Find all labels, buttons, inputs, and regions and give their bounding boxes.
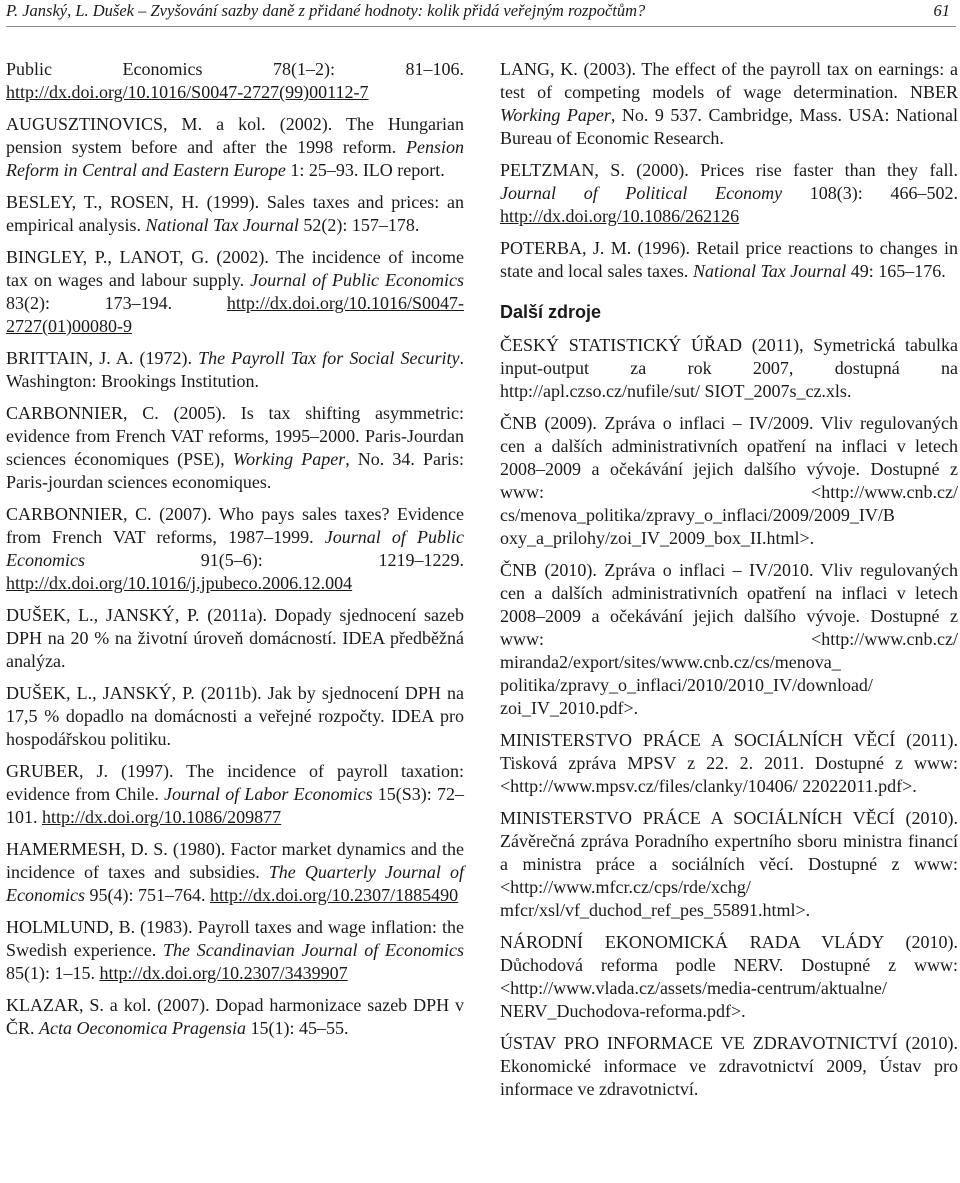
- journal-title: Journal of Labor Economics: [164, 784, 373, 804]
- running-header: [6, 0, 956, 27]
- reference-text: PELTZMAN, S. (2000). Prices rise faster than they fall.: [500, 160, 958, 180]
- reference-text: 49: 165–176.: [846, 261, 946, 281]
- reference-entry: [500, 237, 958, 283]
- reference-text: BINGLEY, P., LANOT, G. (2002). The incidence of income tax on wages and labour supply.: [6, 247, 464, 290]
- reference-entry: [500, 931, 958, 1023]
- reference-text: , No. 34. Paris: Paris-jourdan sciences economiques.: [6, 449, 465, 492]
- reference-text: ČNB (2009). Zpráva o inflaci – IV/2009. Vliv regulovaných cen a dalších administrativních opatření na inflaci v letech 2008–2009 a očekávání jejich dalšího vývoje. Dostupné z www: <http://www.cnb.cz/ cs/menova_politika/zpravy_o_inflaci/2009/2009_IV/B oxy_a_prilohy/zoi_IV_2009_box_II.html>.: [500, 413, 958, 548]
- reference-text: Public Economics 78(1–2): 81–106.: [6, 59, 464, 79]
- reference-entry: [6, 347, 464, 393]
- reference-entry: [500, 412, 958, 550]
- reference-text: 108(3): 466–502.: [782, 183, 958, 203]
- reference-text: ÚSTAV PRO INFORMACE VE ZDRAVOTNICTVÍ (2010). Ekonomické informace ve zdravotnictví 2009, Ústav pro informace ve zdravotnictví.: [500, 1033, 958, 1099]
- journal-title: Pension Reform in Central and Eastern Europe: [6, 137, 464, 180]
- reference-entry: [500, 58, 958, 150]
- reference-entry: [6, 402, 464, 494]
- doi-link[interactable]: http://dx.doi.org/10.2307/3439907: [99, 963, 348, 983]
- reference-text: AUGUSZTINOVICS, M. a kol. (2002). The Hungarian pension system before and after the 1998 reform.: [6, 114, 464, 157]
- reference-text: . Washington: Brookings Institution.: [6, 348, 464, 391]
- reference-text: 15(S3): 72–101.: [6, 784, 464, 827]
- reference-text: BRITTAIN, J. A. (1972).: [6, 348, 199, 368]
- reference-text: LANG, K. (2003). The effect of the payroll tax on earnings: a test of competing models of wage determination. NBER: [500, 59, 958, 102]
- reference-text: 1: 25–93. ILO report.: [285, 160, 445, 180]
- reference-entry: [500, 807, 958, 922]
- doi-link[interactable]: http://dx.doi.org/10.1016/S0047-2727(99)00112-7: [6, 82, 369, 102]
- reference-entry: [500, 559, 958, 720]
- reference-text: 83(2): 173–194.: [6, 293, 227, 313]
- reference-text: GRUBER, J. (1997). The incidence of payroll taxation: evidence from Chile.: [6, 761, 464, 804]
- reference-text: NÁRODNÍ EKONOMICKÁ RADA VLÁDY (2010). Důchodová reforma podle NERV. Dostupné z www: <http://www.vlada.cz/assets/media-centrum/aktualne/ NERV_Duchodova-reforma.pdf>.: [500, 932, 958, 1021]
- reference-text: HOLMLUND, B. (1983). Payroll taxes and wage inflation: the Swedish experience.: [6, 917, 464, 960]
- reference-text: HAMERMESH, D. S. (1980). Factor market dynamics and the incidence of taxes and subsidies.: [6, 839, 464, 882]
- reference-text: 15(1): 45–55.: [245, 1018, 349, 1038]
- section-heading: Další zdroje: [500, 302, 602, 322]
- journal-title: The Scandinavian Journal of Economics: [162, 940, 464, 960]
- journal-title: Journal of Public Economics: [6, 527, 464, 570]
- reference-text: ČESKÝ STATISTICKÝ ÚŘAD (2011), Symetrická tabulka input-output za rok 2007, dostupná na http://apl.czso.cz/nufile/sut/ SIOT_2007s_cz.xls.: [500, 335, 958, 401]
- reference-entry: [6, 682, 464, 751]
- journal-title: Journal of Public Economics: [250, 270, 464, 290]
- reference-text: KLAZAR, S. a kol. (2007). Dopad harmonizace sazeb DPH v ČR.: [6, 995, 464, 1038]
- reference-entry: [6, 503, 464, 595]
- reference-text: 95(4): 751–764.: [84, 885, 210, 905]
- page-number: 61: [933, 1, 950, 20]
- doi-link[interactable]: http://dx.doi.org/10.1016/j.jpubeco.2006.12.004: [6, 573, 353, 593]
- journal-title: The Payroll Tax for Social Security: [198, 348, 460, 368]
- doi-link[interactable]: http://dx.doi.org/10.1016/S0047-2727(01)00080-9: [6, 293, 464, 336]
- doi-link[interactable]: http://dx.doi.org/10.1086/262126: [500, 206, 740, 226]
- reference-entry: [6, 191, 464, 237]
- reference-text: POTERBA, J. M. (1996). Retail price reactions to changes in state and local sales taxes.: [500, 238, 958, 281]
- reference-text: MINISTERSTVO PRÁCE A SOCIÁLNÍCH VĚCÍ (2010). Závěrečná zpráva Poradního expertního sboru ministra financí a ministra práce a sociálních věcí. Dostupné z www: <http://www.mfcr.cz/cps/rde/xchg/ mfcr/xsl/vf_duchod_ref_pes_55891.html>.: [500, 808, 958, 920]
- journal-title: National Tax Journal: [692, 261, 847, 281]
- journal-title: Working Paper: [500, 105, 611, 125]
- journal-title: The Quarterly Journal of Economics: [6, 862, 464, 905]
- reference-entry: [6, 916, 464, 985]
- reference-text: , No. 9 537. Cambridge, Mass. USA: National Bureau of Economic Research.: [500, 105, 958, 148]
- reference-text: MINISTERSTVO PRÁCE A SOCIÁLNÍCH VĚCÍ (2011). Tisková zpráva MPSV z 22. 2. 2011. Dostupné z www: <http://www.mpsv.cz/files/clanky/10406/ 22022011.pdf>.: [500, 730, 958, 796]
- reference-text: BESLEY, T., ROSEN, H. (1999). Sales taxes and prices: an empirical analysis.: [6, 192, 464, 235]
- journal-title: National Tax Journal: [145, 215, 299, 235]
- reference-entry: [6, 246, 464, 338]
- doi-link[interactable]: http://dx.doi.org/10.1086/209877: [42, 807, 282, 827]
- right-column: [500, 58, 958, 1110]
- journal-title: Acta Oeconomica Pragensia: [39, 1018, 246, 1038]
- reference-text: 52(2): 157–178.: [298, 215, 420, 235]
- reference-entry: [6, 838, 464, 907]
- reference-text: DUŠEK, L., JANSKÝ, P. (2011b). Jak by sjednocení DPH na 17,5 % dopadlo na domácnosti a veřejné rozpočty. IDEA pro hospodářskou politiku.: [6, 683, 464, 749]
- reference-text: 85(1): 1–15.: [6, 963, 100, 983]
- reference-entry: [6, 113, 464, 182]
- reference-entry: [500, 729, 958, 798]
- header-title: P. Janský, L. Dušek – Zvyšování sazby daně z přidané hodnoty: kolik přidá veřejným rozpočtům?: [6, 1, 646, 20]
- reference-entry: [6, 994, 464, 1040]
- reference-entry: [500, 334, 958, 403]
- reference-entry: [6, 760, 464, 829]
- doi-link[interactable]: http://dx.doi.org/10.2307/1885490: [209, 885, 459, 905]
- journal-title: Journal of Political Economy: [500, 183, 783, 203]
- left-column: [6, 58, 464, 1049]
- reference-text: 91(5–6): 1219–1229.: [84, 550, 464, 570]
- reference-entry: [500, 159, 958, 228]
- reference-text: DUŠEK, L., JANSKÝ, P. (2011a). Dopady sjednocení sazeb DPH na 20 % na životní úroveň domácností. IDEA předběžná analýza.: [6, 605, 464, 671]
- journal-title: Working Paper: [232, 449, 346, 469]
- reference-entry: [6, 604, 464, 673]
- reference-entry: [6, 58, 464, 104]
- reference-entry: [500, 1032, 958, 1101]
- reference-text: ČNB (2010). Zpráva o inflaci – IV/2010. Vliv regulovaných cen a dalších administrativních opatření na inflaci v letech 2008–2009 a očekávání jejich dalšího vývoje. Dostupné z www: <http://www.cnb.cz/ miranda2/export/sites/www.cnb.cz/cs/menova_ politika/zpravy_o_inflaci/2010/2010_IV/download/ zoi_IV_2010.pdf>.: [500, 560, 958, 718]
- reference-text: CARBONNIER, C. (2007). Who pays sales taxes? Evidence from French VAT reforms, 1987–1999.: [6, 504, 464, 547]
- reference-text: CARBONNIER, C. (2005). Is tax shifting asymmetric: evidence from French VAT reforms, 1995–2000. Paris-Jourdan sciences économiques (PSE),: [6, 403, 464, 469]
